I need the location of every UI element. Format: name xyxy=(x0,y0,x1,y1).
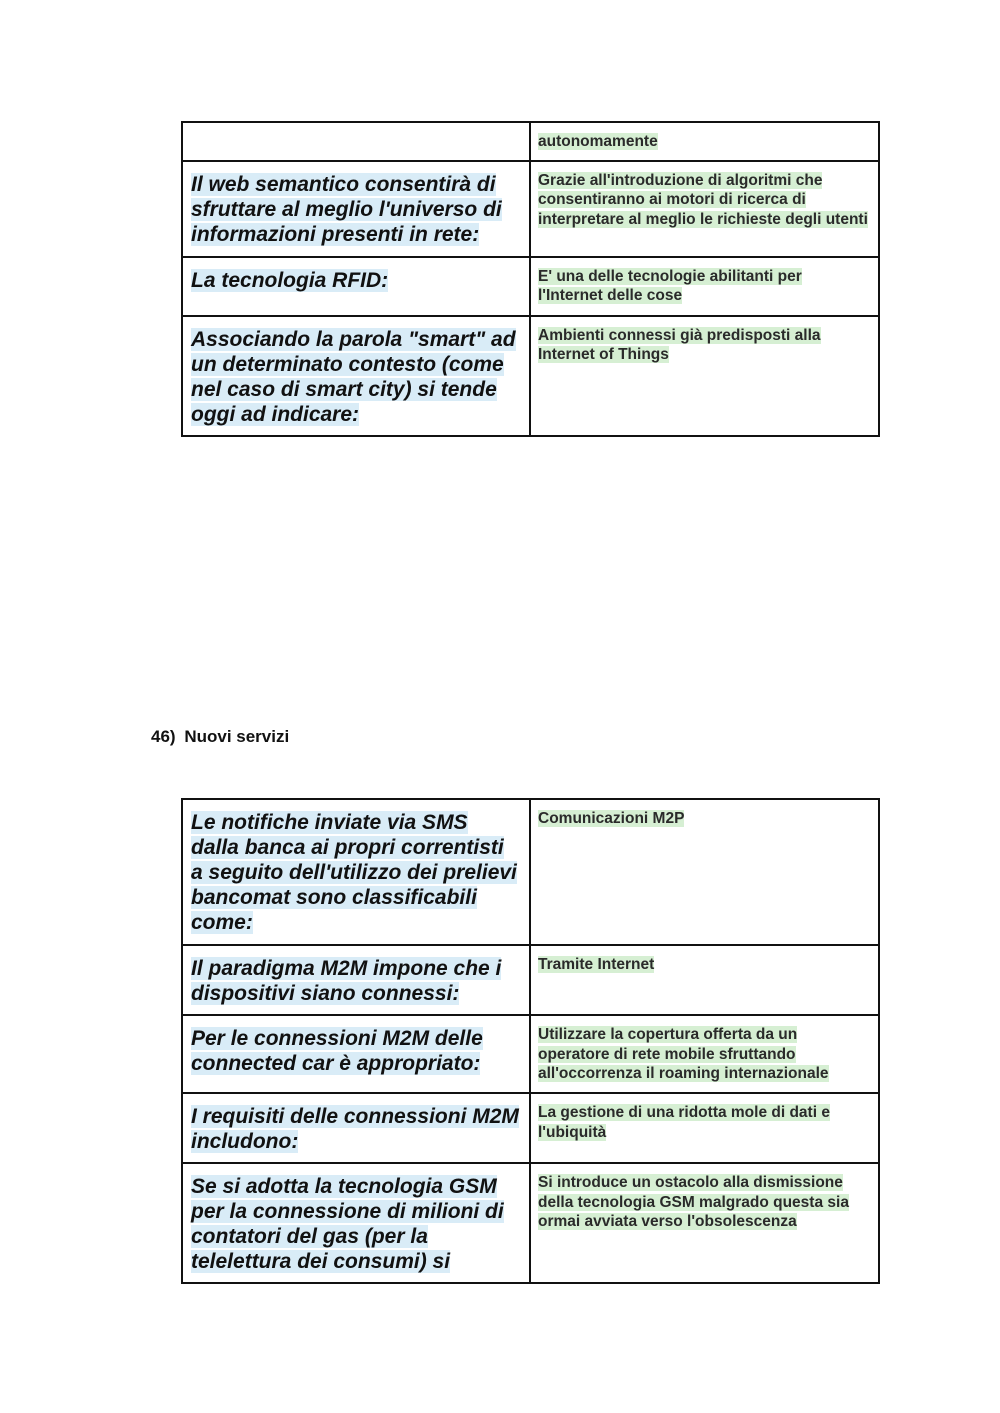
answer-cell xyxy=(530,1163,879,1283)
qa-table-nuovi-servizi xyxy=(181,798,880,1284)
question-cell xyxy=(182,161,530,257)
answer-text: Si introduce un ostacolo alla dismissione della tecnologia GSM malgrado questa sia ormai avviata verso l'obsolescenza xyxy=(538,1174,849,1230)
answer-cell xyxy=(530,257,879,316)
answer-cell xyxy=(530,122,879,161)
table-row xyxy=(182,316,879,436)
answer-text: La gestione di una ridotta mole di dati e l'ubiquità xyxy=(538,1104,830,1141)
question-cell xyxy=(182,1093,530,1163)
qa-table-continued xyxy=(181,121,880,437)
question-text: Il paradigma M2M impone che i dispositivi siano connessi: xyxy=(191,957,502,1005)
section-heading xyxy=(151,726,289,748)
question-cell xyxy=(182,316,530,436)
answer-text: Tramite Internet xyxy=(538,956,655,973)
table-row xyxy=(182,945,879,1015)
question-cell xyxy=(182,122,530,161)
answer-cell xyxy=(530,799,879,945)
question-cell xyxy=(182,799,530,945)
answer-cell xyxy=(530,945,879,1015)
question-cell xyxy=(182,945,530,1015)
question-cell xyxy=(182,257,530,316)
question-text: Associando la parola "smart" ad un determinato contesto (come nel caso di smart city) si tende oggi ad indicare: xyxy=(191,327,516,426)
answer-text: Ambienti connessi già predisposti alla Internet of Things xyxy=(538,326,821,363)
table-row xyxy=(182,1163,879,1283)
question-text: Il web semantico consentirà di sfruttare al meglio l'universo di informazioni presenti in rete: xyxy=(191,172,502,246)
question-text: I requisiti delle connessioni M2M includono: xyxy=(191,1105,519,1153)
table-row xyxy=(182,161,879,257)
table-row xyxy=(182,1015,879,1093)
section-number: 46) xyxy=(151,727,176,746)
question-text: Le notifiche inviate via SMS dalla banca ai propri correntisti a seguito dell'utilizzo dei prelievi bancomat sono classificabili come: xyxy=(191,811,517,934)
question-cell xyxy=(182,1015,530,1093)
table-row xyxy=(182,799,879,945)
answer-cell xyxy=(530,1093,879,1163)
answer-text: autonomamente xyxy=(538,133,658,150)
answer-cell xyxy=(530,316,879,436)
table-row xyxy=(182,257,879,316)
question-text: Per le connessioni M2M delle connected car è appropriato: xyxy=(191,1027,483,1075)
section-title: Nuovi servizi xyxy=(184,727,290,746)
answer-text: Grazie all'introduzione di algoritmi che consentiranno ai motori di ricerca di interpretare al meglio le richieste degli utenti xyxy=(538,171,868,228)
answer-text: Utilizzare la copertura offerta da un operatore di rete mobile sfruttando all'occorrenza il roaming internazionale xyxy=(538,1026,829,1082)
table-row xyxy=(182,1093,879,1163)
question-text: La tecnologia RFID: xyxy=(191,268,389,292)
question-cell xyxy=(182,1163,530,1283)
answer-text: E' una delle tecnologie abilitanti per l'Internet delle cose xyxy=(538,267,802,304)
table-row xyxy=(182,122,879,161)
question-text: Se si adotta la tecnologia GSM per la connessione di milioni di contatori del gas (per la telelettura dei consumi) si xyxy=(191,1175,504,1273)
answer-text: Comunicazioni M2P xyxy=(538,810,685,827)
answer-cell xyxy=(530,1015,879,1093)
answer-cell xyxy=(530,161,879,257)
